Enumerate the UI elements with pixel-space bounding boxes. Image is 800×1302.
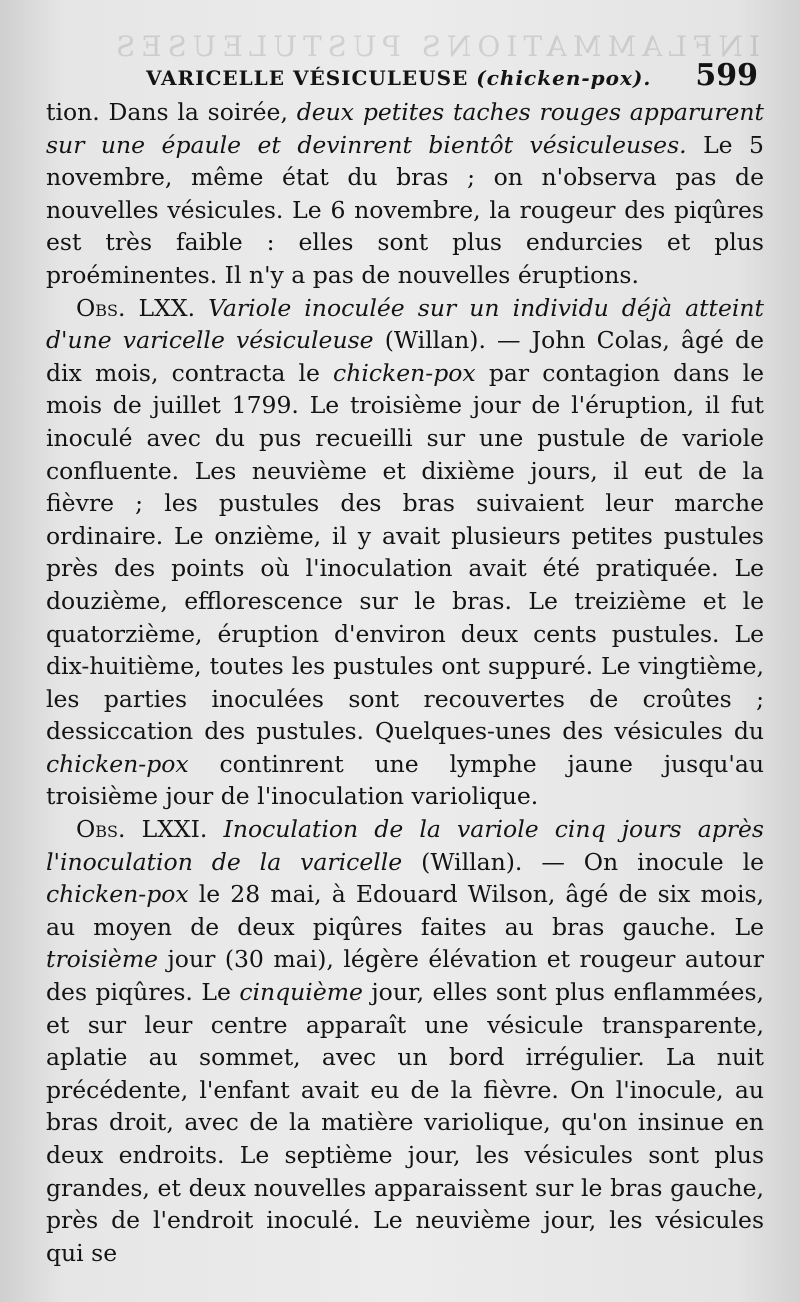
paragraph-text: le 28 mai, à Edouard Wilson, âgé de six mois, au moyen de deux piqûres faites au bras gauche. Le — [46, 880, 764, 941]
italic-text: cinquième — [239, 978, 363, 1007]
paragraph-text: continrent une lymphe jaune jusqu'au troisième jour de l'inoculation variolique. — [46, 749, 764, 811]
running-title-main: VARICELLE VÉSICULEUSE — [146, 66, 469, 90]
page-header — [146, 58, 758, 96]
observation-label: Obs. LXX. — [76, 293, 209, 322]
paragraph-text: tion. Dans la soirée, — [46, 98, 297, 126]
italic-text: chicken-pox — [333, 358, 476, 387]
observation-label: Obs. LXXI. — [76, 815, 224, 844]
paragraph-text: (Willan). — On inocule le — [402, 847, 764, 876]
page-number: 599 — [695, 58, 758, 93]
paragraph-text: (Willan). — John Colas, âgé de dix mois, contracta le — [46, 326, 764, 387]
running-title — [146, 66, 651, 90]
paragraph-p2 — [46, 292, 764, 814]
bleed-through-text: INFLAMMATIONS PUSTULEUSES — [110, 30, 760, 63]
italic-text: deux petites taches rouges apparurent sur une épaule et devinrent bientôt vésiculeuses. — [46, 98, 764, 159]
italic-text: chicken-pox — [46, 749, 189, 778]
paragraph-text: Le 5 novembre, même état du bras ; on n'observa pas de nouvelles vésicules. Le 6 novembre, la rougeur des piqûres est très faible : elles sont plus endurcies et plus proéminentes. Il n'y a pas de nouvelles éruptions. — [46, 130, 765, 289]
italic-text: Inoculation de la variole cinq jours après l'inoculation de la varicelle — [46, 815, 764, 876]
paragraph-p3 — [46, 813, 764, 1269]
running-title-italic: (chicken-pox). — [476, 66, 652, 90]
paragraph-p1 — [46, 96, 764, 292]
body-text — [46, 96, 764, 1269]
italic-text: Variole inoculée sur un individu déjà atteint d'une varicelle vésiculeuse — [46, 293, 764, 355]
paragraph-text: par contagion dans le mois de juillet 1799. Le troisième jour de l'éruption, il fut inoculé avec du pus recueilli sur une pustule de variole confluente. Les neuvième et dixième jours, il eut de la fièvre ; les pustules des bras suivaient leur marche ordinaire. Le onzième, il y avait plusieurs petites pustules près des points où l'inoculation avait été pratiquée. Le douzième, efflorescence sur le bras. Le treizième et le quatorzième, éruption d'environ deux cents pustules. Le dix-huitième, toutes les pustules ont suppuré. Le vingtième, les parties inoculées sont recouvertes de croûtes ; dessiccation des pustules. Quelques-unes des vésicules du — [46, 358, 764, 746]
paragraph-text: jour, elles sont plus enflammées, et sur leur centre apparaît une vésicule transparente, aplatie au sommet, avec un bord irrégulier. La nuit précédente, l'enfant avait eu de la fièvre. On l'inocule, au bras droit, avec de la matière variolique, qu'on insinue en deux endroits. Le septième jour, les vésicules sont plus grandes, et deux nouvelles apparaissent sur le bras gauche, près de l'endroit inoculé. Le neuvième jour, les vésicules qui se — [46, 978, 764, 1267]
paragraph-text: jour (30 mai), légère élévation et rougeur autour des piqûres. Le — [46, 945, 764, 1007]
italic-text: chicken-pox — [46, 880, 189, 909]
italic-text: troisième — [46, 945, 159, 974]
